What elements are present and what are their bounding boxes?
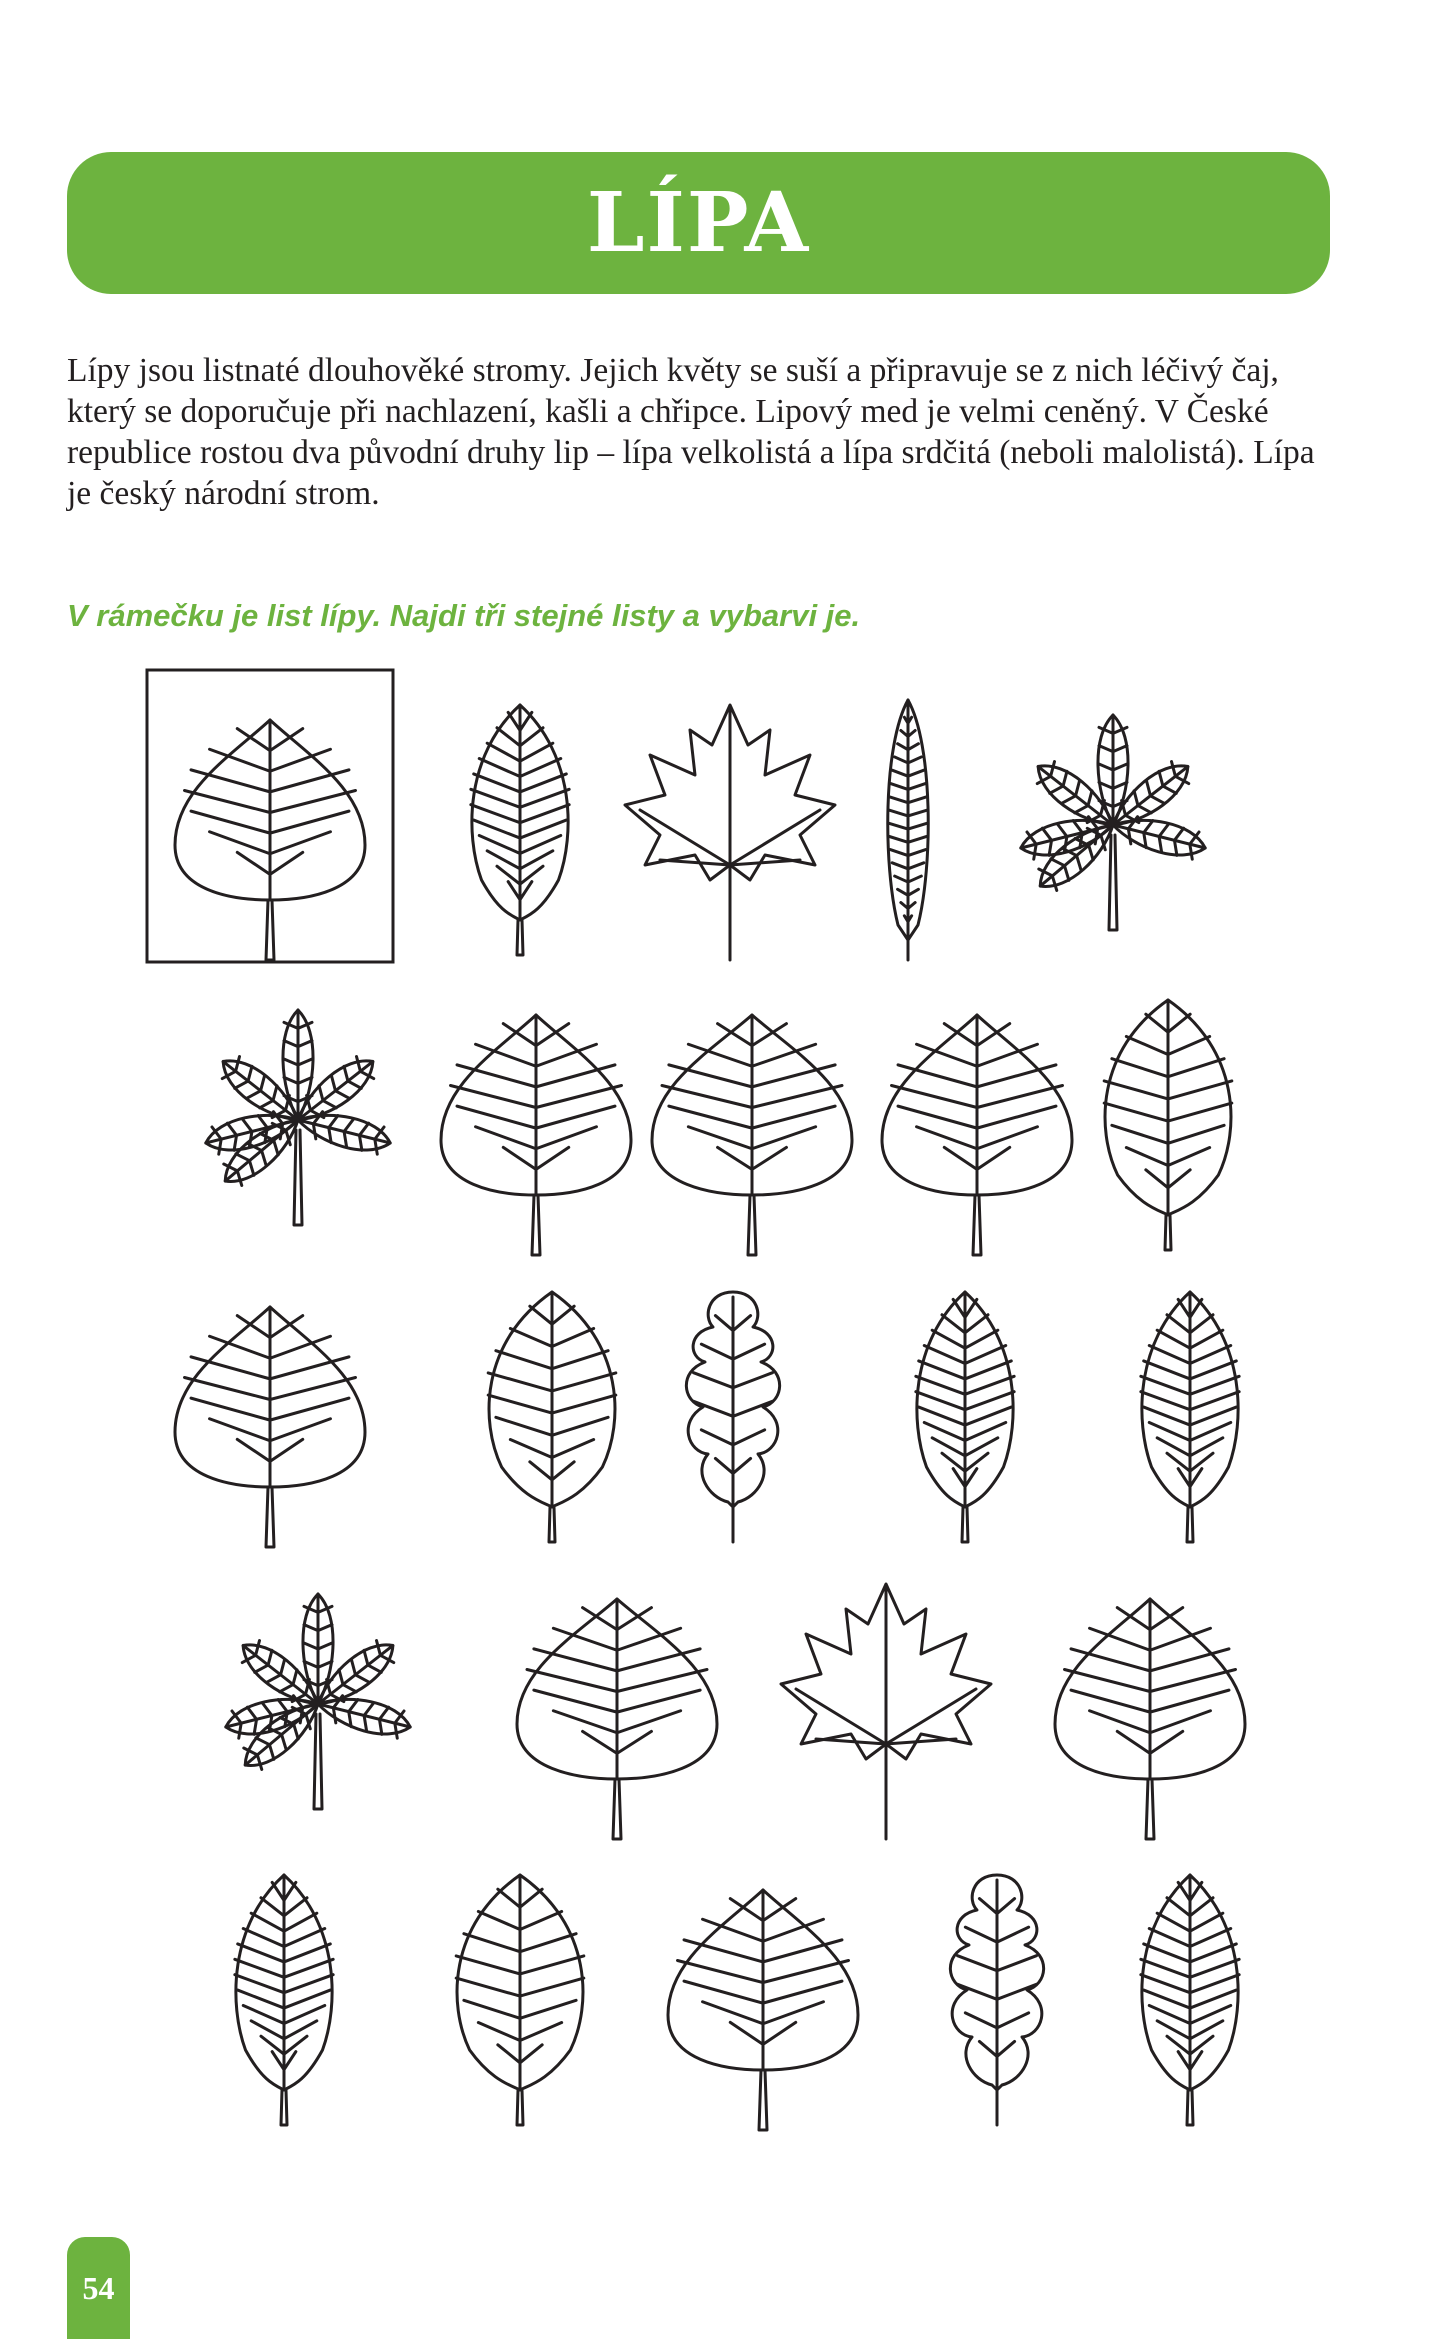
- task-instruction: V rámečku je list lípy. Najdi tři stejné listy a vybarvi je.: [67, 598, 861, 633]
- maple-leaf[interactable]: [625, 705, 835, 960]
- beech-leaf[interactable]: [1104, 1000, 1232, 1250]
- linden-leaf[interactable]: [882, 1015, 1072, 1255]
- page-number: 54: [67, 2237, 130, 2339]
- elm-leaf[interactable]: [235, 1875, 333, 2125]
- chestnut-leaf[interactable]: [202, 1010, 394, 1225]
- linden-leaf[interactable]: [175, 1307, 365, 1547]
- alder-leaf[interactable]: [652, 1015, 852, 1255]
- elm-leaf[interactable]: [471, 705, 569, 955]
- willow-leaf[interactable]: [888, 700, 928, 960]
- intro-paragraph: Lípy jsou listnaté dlouhověké stromy. Jejich květy se suší a připravuje se z nich léčivý čaj, který se doporučuje při nachlazení, kašli a chřipce. Lipový med je velmi ceněný. V České republice rostou dva původní druhy lip – lípa velkolistá a lípa srdčitá (neboli malolistá). Lípa je český národní strom.: [67, 352, 1315, 512]
- beech-leaf[interactable]: [456, 1875, 584, 2125]
- chestnut-leaf[interactable]: [1017, 715, 1209, 930]
- oak-leaf[interactable]: [686, 1292, 779, 1542]
- linden-leaf-framed[interactable]: [147, 670, 393, 962]
- beech-leaf[interactable]: [488, 1292, 616, 1542]
- alder-leaf[interactable]: [517, 1599, 717, 1839]
- hornbeam-leaf[interactable]: [1141, 1875, 1239, 2125]
- chestnut-leaf[interactable]: [222, 1594, 414, 1809]
- linden-leaf[interactable]: [668, 1890, 858, 2130]
- maple-leaf[interactable]: [781, 1584, 991, 1839]
- birch-leaf[interactable]: [441, 1015, 631, 1255]
- hornbeam-leaf[interactable]: [1141, 1292, 1239, 1542]
- oak-leaf[interactable]: [950, 1875, 1043, 2125]
- birch-leaf[interactable]: [1055, 1599, 1245, 1839]
- page-title: LÍPA: [586, 175, 811, 271]
- leaf-grid: [0, 660, 1436, 2160]
- title-banner: [67, 152, 1330, 294]
- elm-leaf[interactable]: [916, 1292, 1014, 1542]
